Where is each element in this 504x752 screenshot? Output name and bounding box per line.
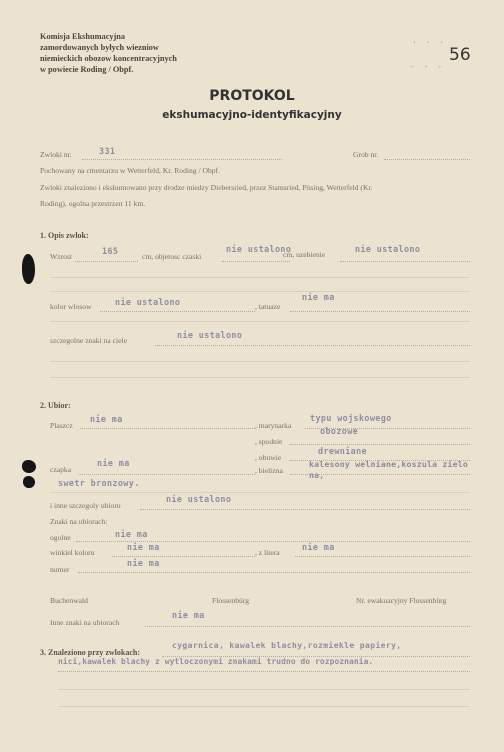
znaki-ubiorach-label: Znaki na ubiorach:: [50, 517, 108, 526]
header-line-1: Komisja Ekshumacyjna: [40, 32, 126, 41]
form-line: [50, 277, 470, 278]
fill-line: [140, 509, 470, 510]
ogolne-value: nie ma: [115, 529, 148, 539]
fill-line: [384, 159, 470, 160]
wzrost-label: Wzrost: [50, 252, 72, 261]
page-subtitle: ekshumacyjno-identyfikacyjny: [162, 109, 342, 121]
pencil-marks-top: · · ·: [412, 38, 447, 47]
pencil-marks-bottom: - - -: [410, 62, 445, 71]
punch-hole-ink-blot: [22, 254, 35, 284]
czapka-label: czapka: [50, 465, 72, 474]
form-line: [58, 689, 470, 690]
litera-label: , z litera: [255, 548, 280, 557]
znaleziono-value-2: nici,kawalek blachy z wytloczonymi znakami trudno do rozpoznania.: [58, 657, 374, 666]
ogolne-label: ogolne: [50, 533, 71, 542]
form-line: [50, 492, 470, 493]
znaleziono-text-1: Zwloki znaleziono i ekshumowano przy drodze miedzy Diebersried, przez Stamsried, Pösing, Wetterfeld (Kr.: [40, 183, 373, 192]
fill-line: [75, 261, 138, 262]
inne-znaki-label: Inne znaki na ubiorach: [50, 618, 120, 627]
form-line: [50, 321, 470, 322]
plaszcz-value: nie ma: [90, 414, 123, 424]
fill-line: [80, 428, 255, 429]
fill-line: [155, 345, 470, 346]
marynarka-value-1: typu wojskowego: [310, 413, 392, 423]
cm-uzebienie-label: cm, uzebienie: [283, 250, 326, 259]
bielizna-value-1: kalesony welniane,koszula zielo: [309, 459, 469, 469]
inne-szczegoly-label: i inne szczegoly ubioru: [50, 501, 121, 510]
header-line-4: w powiecie Roding / Obpf.: [40, 65, 134, 74]
uzebienie-value: nie ustalono: [355, 244, 421, 254]
header-line-2: zamordowanych byłych wiezniow: [40, 43, 159, 52]
fill-line: [290, 444, 470, 445]
pochowany-text: Pochowany na cmentarzu w Wetterfeld, Kr. Roding / Obpf.: [40, 166, 220, 175]
wzrost-value: 165: [102, 246, 119, 256]
grob-label: Grob nr.: [353, 150, 379, 159]
marynarka-value-2: obozowe: [320, 426, 359, 436]
form-line: [50, 377, 470, 378]
czapka-value: nie ma: [97, 458, 130, 468]
tatuaze-label: , tatuaze: [255, 302, 281, 311]
inne-szczegoly-value: nie ustalono: [166, 494, 232, 504]
flossenburg-label: Flossenbürg: [212, 596, 249, 605]
section-opis-heading: 1. Opis zwlok:: [40, 231, 89, 240]
zwloki-label: Zwloki nr.: [40, 150, 72, 159]
fill-line: [340, 261, 470, 262]
winkiel-label: winkiel koloru: [50, 548, 95, 557]
page-title: PROTOKOL: [209, 88, 295, 104]
spodnie-label: , spodnie: [255, 437, 283, 446]
znaleziono-value-1: cygarnica, kawalek blachy,rozmiekle papiery,: [172, 641, 402, 650]
znaki-na-ciele-value: nie ustalono: [177, 330, 243, 340]
form-line: [50, 291, 470, 292]
buchenwald-label: Buchenwald: [50, 596, 88, 605]
form-line: [50, 361, 470, 362]
bielizna-value-2: na,: [309, 470, 325, 480]
fill-line: [112, 556, 255, 557]
form-line: [58, 706, 470, 707]
numer-label: numer: [50, 565, 70, 574]
fill-line: [78, 572, 470, 573]
obuwie-value: drewniane: [318, 446, 367, 456]
marynarka-label: , marynarka: [255, 421, 292, 430]
inne-znaki-value: nie ma: [172, 610, 205, 620]
plaszcz-label: Plaszcz: [50, 421, 73, 430]
fill-line: [295, 556, 470, 557]
fill-line: [58, 671, 470, 672]
fill-line: [222, 261, 290, 262]
znaleziono-text-2: Roding), ogolna przestrzen 11 km.: [40, 199, 146, 208]
kolor-wlosow-label: kolor wlosow: [50, 302, 92, 311]
fill-line: [100, 311, 255, 312]
fill-line: [145, 626, 470, 627]
sweter-value: swetr bronzowy.: [58, 478, 140, 488]
winkiel-value: nie ma: [127, 542, 160, 552]
kolor-wlosow-value: nie ustalono: [115, 297, 181, 307]
czaska-value: nie ustalono: [226, 244, 292, 254]
header-line-3: niemieckich obozow koncentracyjnych: [40, 54, 177, 63]
fill-line: [82, 159, 282, 160]
bielizna-label: , bielizna: [255, 466, 283, 475]
numer-value: nie ma: [127, 558, 160, 568]
punch-hole-ink-blot: [22, 460, 36, 473]
obuwie-label: , obuwie: [255, 453, 282, 462]
page-number: 56: [449, 45, 471, 65]
zwloki-value: 331: [99, 146, 116, 156]
litera-value: nie ma: [302, 542, 335, 552]
fill-line: [290, 311, 470, 312]
nr-ewakuacyjny-label: Nr. ewakuacyjny Flossenbürg: [356, 596, 447, 605]
section-znaleziono-heading: 3. Znaleziono przy zwlokach:: [40, 648, 140, 657]
punch-hole-ink-blot: [23, 476, 35, 488]
cm-objetosc-label: cm, objetosc czaski: [142, 252, 202, 261]
section-ubior-heading: 2. Ubior:: [40, 401, 71, 410]
fill-line: [78, 474, 255, 475]
znaki-na-ciele-label: szczegolne znaki na ciele: [50, 336, 127, 345]
tatuaze-value: nie ma: [302, 292, 335, 302]
